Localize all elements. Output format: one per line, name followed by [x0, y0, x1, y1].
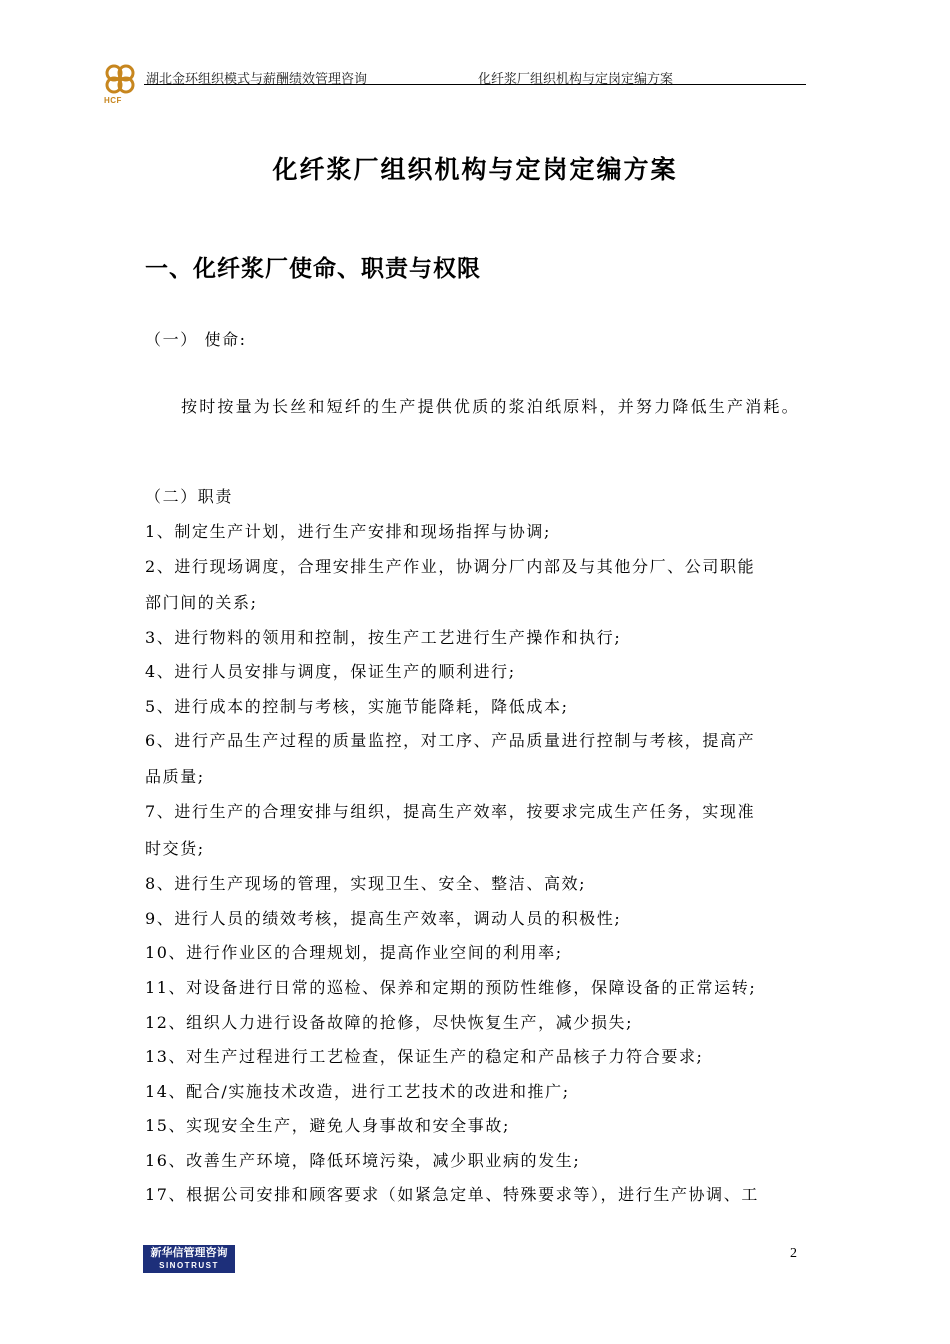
duty-line: 12、组织人力进行设备故障的抢修，尽快恢复生产，减少损失;	[145, 1013, 634, 1032]
duty-line: 3、进行物料的领用和控制，按生产工艺进行生产操作和执行;	[145, 628, 622, 647]
duty-line: 8、进行生产现场的管理，实现卫生、安全、整洁、高效;	[145, 874, 587, 893]
duty-line: 2、进行现场调度，合理安排生产作业，协调分厂内部及与其他分厂、公司职能	[145, 557, 756, 576]
duty-line: 16、改善生产环境，降低环境污染，减少职业病的发生;	[145, 1151, 581, 1170]
duty-line: 15、实现安全生产，避免人身事故和安全事故;	[145, 1116, 510, 1135]
duty-line: 14、配合/实施技术改造，进行工艺技术的改进和推广;	[145, 1082, 570, 1101]
duty-line: 时交货;	[145, 839, 205, 858]
header-right-text: 化纤浆厂组织机构与定岗定编方案	[478, 72, 674, 87]
duties-label: （二）职责	[145, 487, 234, 506]
duty-line: 13、对生产过程进行工艺检查，保证生产的稳定和产品核子力符合要求;	[145, 1047, 704, 1066]
footer-brand-en: SINOTRUST	[159, 1261, 219, 1270]
duty-line: 11、对设备进行日常的巡检、保养和定期的预防性维修，保障设备的正常运转;	[145, 978, 757, 997]
duty-line: 6、进行产品生产过程的质量监控，对工序、产品质量进行控制与考核，提高产	[145, 731, 756, 750]
footer-brand-logo	[143, 1245, 235, 1273]
duty-line: 1、制定生产计划，进行生产安排和现场指挥与协调;	[145, 522, 551, 541]
duty-line: 17、根据公司安排和顾客要求（如紧急定单、特殊要求等），进行生产协调、工	[145, 1185, 759, 1204]
mission-label: （一） 使命:	[145, 330, 247, 349]
document-title: 化纤浆厂组织机构与定岗定编方案	[272, 155, 678, 184]
page-number: 2	[790, 1246, 797, 1261]
duty-line: 7、进行生产的合理安排与组织，提高生产效率，按要求完成生产任务，实现准	[145, 802, 756, 821]
duty-line: 9、进行人员的绩效考核，提高生产效率，调动人员的积极性;	[145, 909, 622, 928]
duty-line: 5、进行成本的控制与考核，实施节能降耗，降低成本;	[145, 697, 569, 716]
duty-line: 4、进行人员安排与调度，保证生产的顺利进行;	[145, 662, 516, 681]
mission-text: 按时按量为长丝和短纤的生产提供优质的浆泊纸原料，并努力降低生产消耗。	[181, 397, 800, 416]
duty-line: 部门间的关系;	[145, 593, 258, 612]
logo-text: HCF	[104, 96, 122, 105]
duty-line: 10、进行作业区的合理规划，提高作业空间的利用率;	[145, 943, 563, 962]
header-left-text: 湖北金环组织模式与薪酬绩效管理咨询	[146, 72, 368, 87]
header-divider	[144, 84, 806, 85]
duty-line: 品质量;	[145, 767, 205, 786]
footer-brand-cn: 新华信管理咨询	[150, 1247, 228, 1259]
section-heading: 一、化纤浆厂使命、职责与权限	[145, 255, 481, 282]
